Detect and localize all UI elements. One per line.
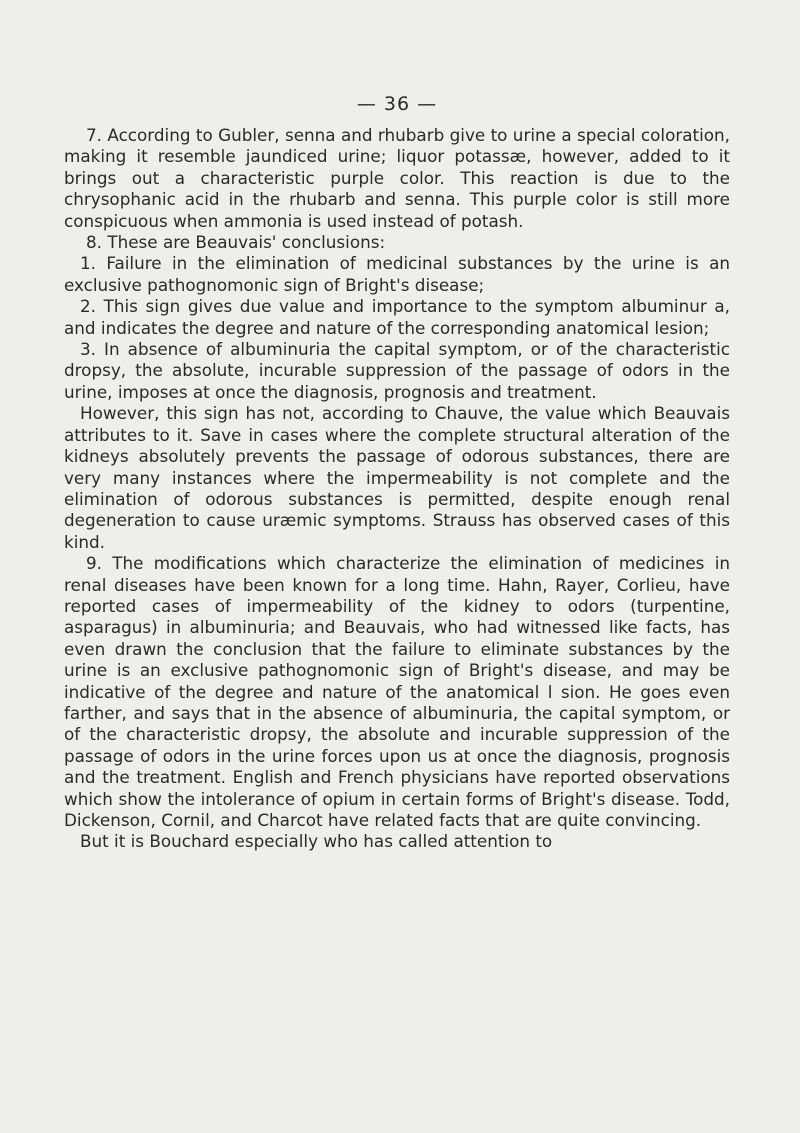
conclusion-3: 3. In absence of albuminuria the capital symptom, or of the characteristic dropsy, the absolute, incurable suppression of the passage of odors in the urine, imposes at once the diagnosis, prognosis and treatment.	[64, 339, 730, 402]
paragraph-7: 7. According to Gubler, senna and rhubarb give to urine a special coloration, making it resemble jaundiced urine; liquor potassæ, however, added to it brings out a characteristic purple color. This reaction is due to the chrysophanic acid in the rhubarb and senna. This purple color is still more conspicuous when ammonia is used instead of potash.	[64, 125, 730, 231]
conclusion-2: 2. This sign gives due value and importance to the symptom albuminur a, and indicates the degree and nature of the corresponding anatomical lesion;	[64, 296, 730, 338]
paragraph-however: However, this sign has not, according to Chauve, the value which Beauvais attributes to it. Save in cases where the complete structural alteration of the kidneys absolutely prevents the passage of odorous substances, there are very many instances where the impermeability is not complete and the elimination of odorous substances is permitted, despite enough renal degeneration to cause uræmic symptoms. Strauss has observed cases of this kind.	[64, 403, 730, 552]
page-number: — 36 —	[356, 93, 438, 115]
paragraph-bouchard: But it is Bouchard especially who has called attention to	[80, 831, 553, 852]
conclusion-1: 1. Failure in the elimination of medicinal substances by the urine is an exclusive pathognomonic sign of Bright's disease;	[64, 253, 730, 295]
paragraph-8-heading: 8. These are Beauvais' conclusions:	[86, 232, 386, 253]
body-text	[64, 125, 730, 853]
paragraph-9: 9. The modifications which characterize the elimination of medicines in renal diseases have been known for a long time. Hahn, Rayer, Corlieu, have reported cases of impermeability of the kidney to odors (turpentine, asparagus) in albuminuria; and Beauvais, who had witnessed like facts, has even drawn the conclusion that the failure to eliminate substances by the urine is an exclusive pathognomonic sign of Bright's disease, and may be indicative of the degree and nature of the anatomical l sion. He goes even farther, and says that in the absence of albuminuria, the capital symptom, or of the characteristic dropsy, the absolute and incurable suppression of the passage of odors in the urine forces upon us at once the diagnosis, prognosis and the treatment. English and French physicians have reported observations which show the intolerance of opium in certain forms of Bright's disease. Todd, Dickenson, Cornil, and Charcot have related facts that are quite convincing.	[64, 553, 730, 830]
